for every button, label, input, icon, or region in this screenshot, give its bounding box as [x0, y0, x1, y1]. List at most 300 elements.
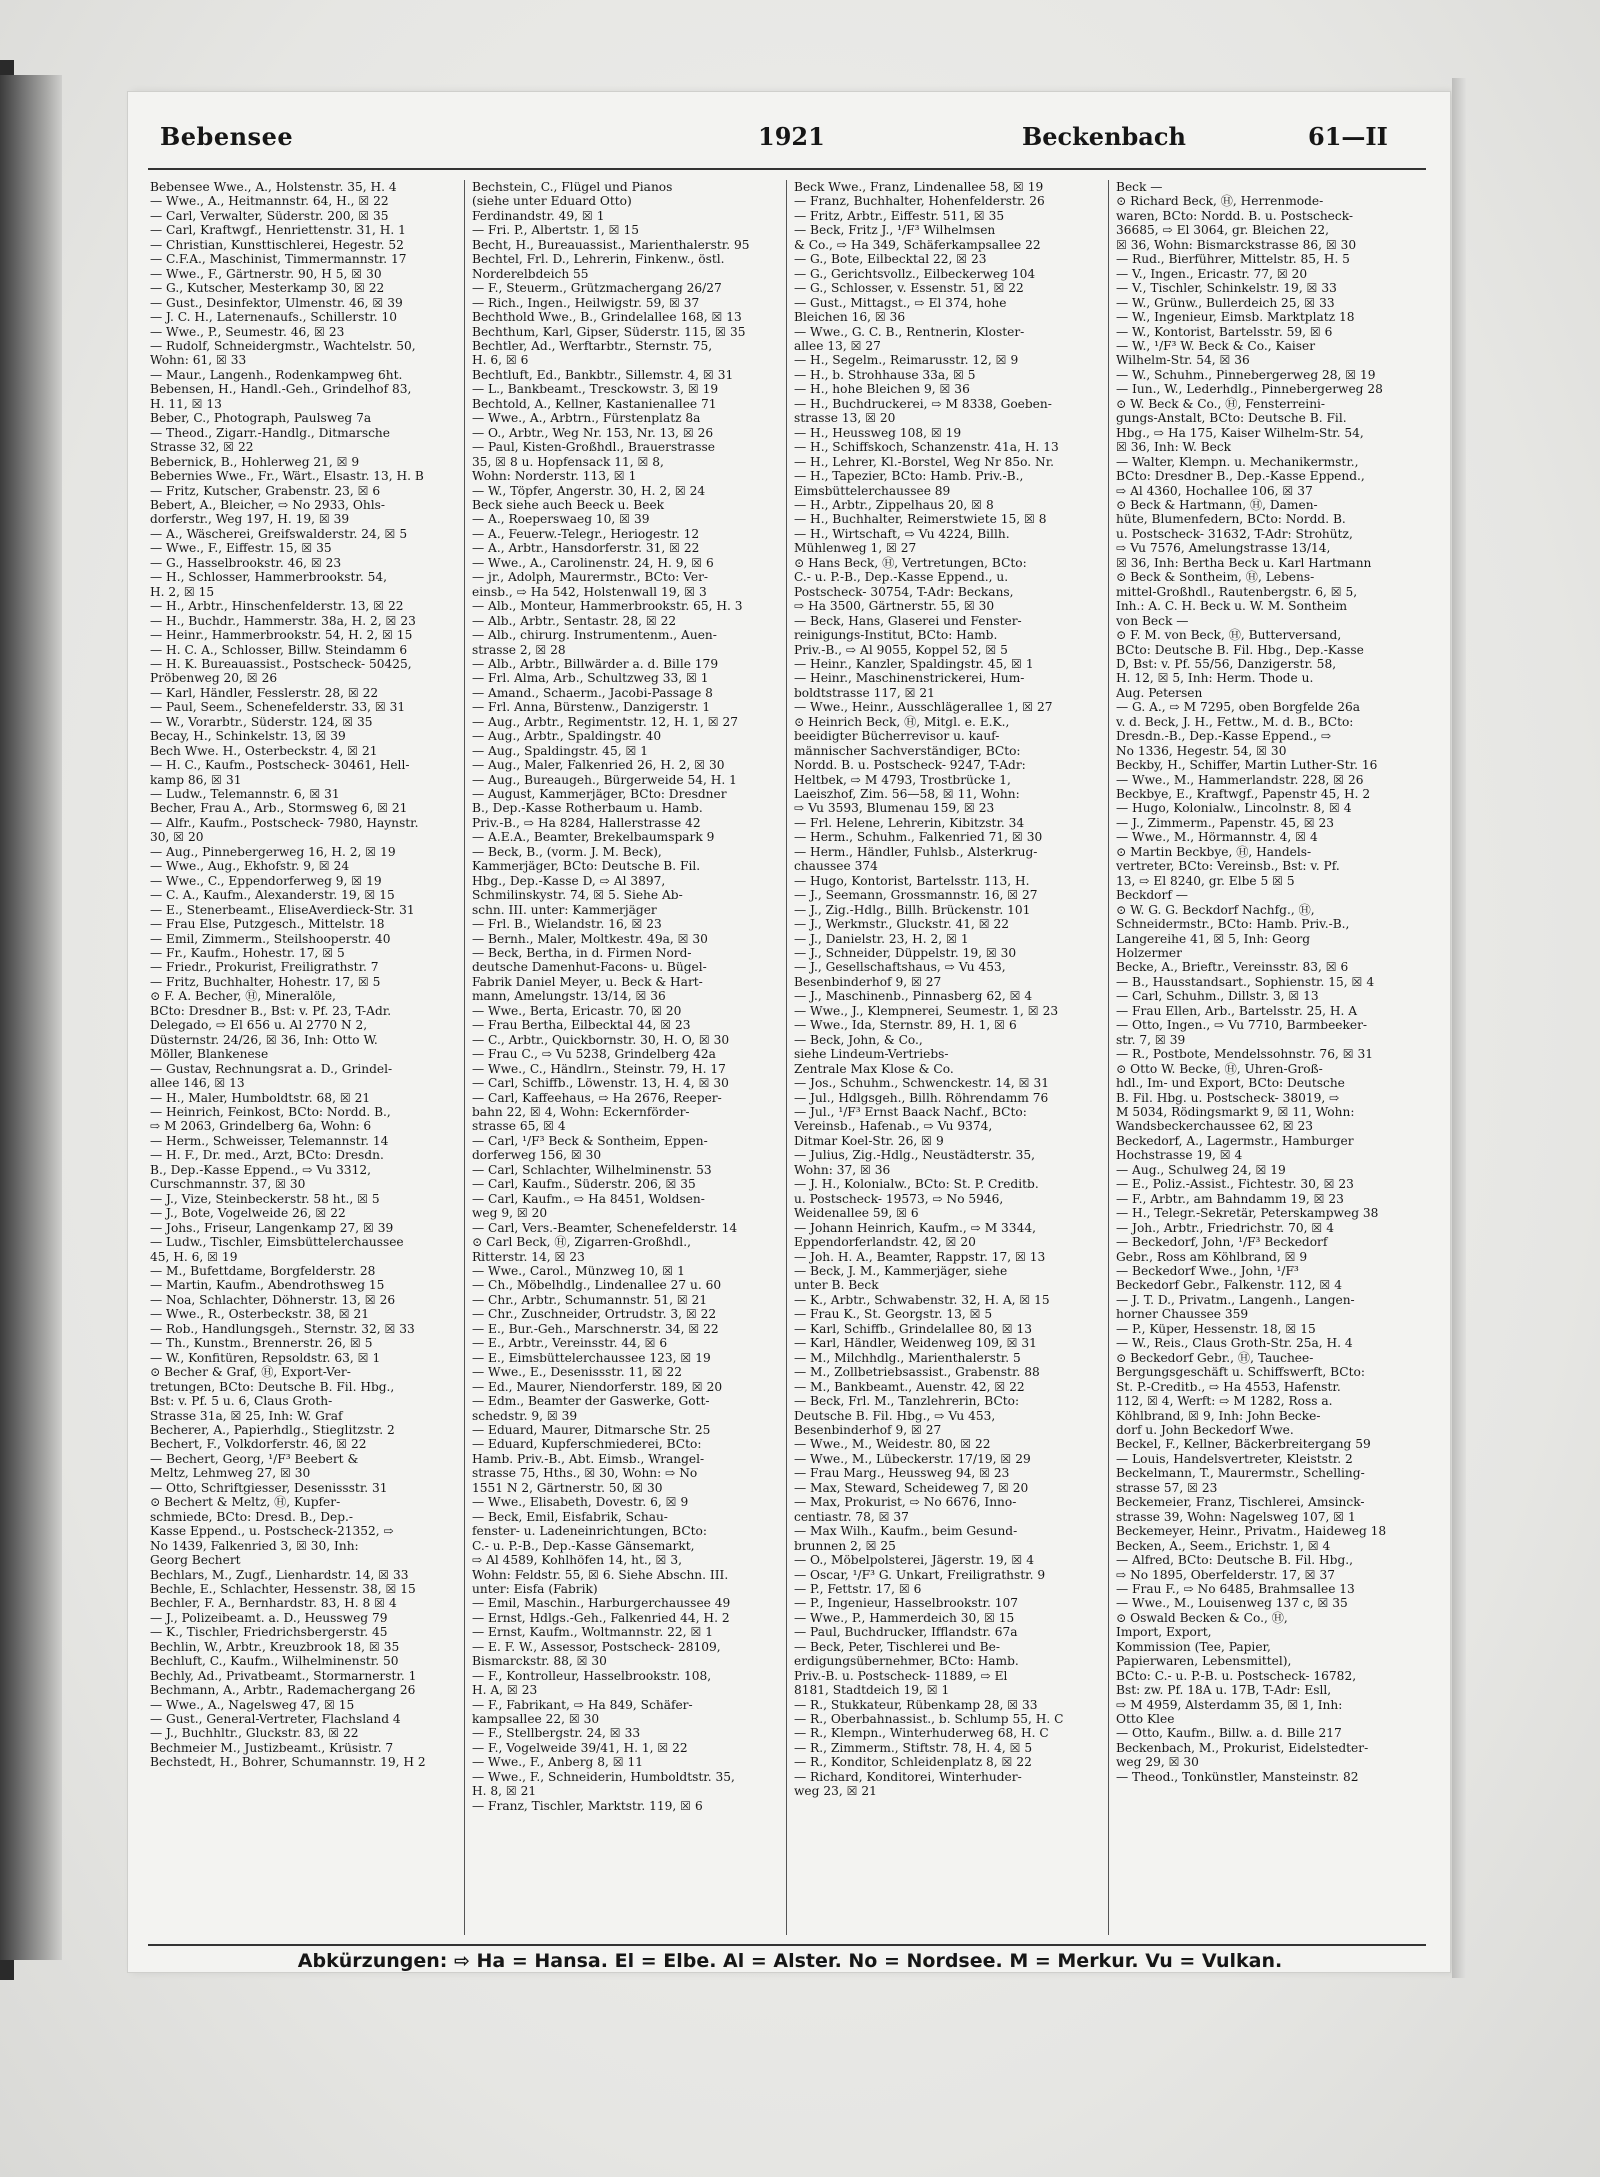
directory-entry: — H., Schiffskoch, Schanzenstr. 41a, H. 13 [794, 440, 1059, 455]
directory-entry: — F., Arbtr., am Bahndamm 19, ☒ 23 [1116, 1191, 1344, 1206]
directory-entry: — W., Schuhm., Pinnebergerweg 28, ☒ 19 [1116, 367, 1376, 382]
directory-entry: — Hugo, Kontorist, Bartelsstr. 113, H. [794, 873, 1030, 888]
directory-entry: — Gust., General-Vertreter, Flachsland 4 [150, 1712, 401, 1727]
directory-entry: — Max, Prokurist, ⇨ No 6676, Inno- [794, 1495, 1017, 1510]
directory-entry: ⊙ Beckedorf Gebr., Ⓗ, Tauchee- [1116, 1350, 1314, 1365]
directory-entry: — Julius, Zig.-Hdlg., Neustädterstr. 35, [794, 1148, 1036, 1163]
directory-entry: — F., Vogelweide 39/41, H. 1, ☒ 22 [472, 1740, 688, 1755]
directory-entry: Besenbinderhof 9, ☒ 27 [794, 974, 942, 989]
directory-entry: Gebr., Ross am Köhlbrand, ☒ 9 [1116, 1249, 1308, 1264]
directory-entry: — C. A., Kaufm., Alexanderstr. 19, ☒ 15 [150, 888, 395, 903]
directory-entry: — H., Heussweg 108, ☒ 19 [794, 425, 962, 440]
directory-entry: Bechthum, Karl, Gipser, Süderstr. 115, ☒ 35 [472, 324, 746, 339]
directory-entry: strasse 65, ☒ 4 [472, 1119, 566, 1134]
directory-entry: Hbg., ⇨ Ha 175, Kaiser Wilhelm-Str. 54, [1116, 425, 1364, 440]
directory-entry: — Herm., Schuhm., Falkenried 71, ☒ 30 [794, 830, 1043, 845]
directory-entry: Köhlbrand, ☒ 9, Inh: John Becke- [1116, 1408, 1321, 1423]
directory-entry: — P., Küper, Hessenstr. 18, ☒ 15 [1116, 1321, 1316, 1336]
directory-entry: — Wwe., Ida, Sternstr. 89, H. 1, ☒ 6 [794, 1018, 1017, 1033]
directory-entry: — J., Seemann, Grossmannstr. 16, ☒ 27 [794, 888, 1038, 903]
directory-entry: — Franz, Tischler, Marktstr. 119, ☒ 6 [472, 1798, 703, 1813]
directory-entry: H. 11, ☒ 13 [150, 396, 222, 411]
directory-entry: — Emil, Zimmerm., Steilshooperstr. 40 [150, 931, 391, 946]
directory-entry: waren, BCto: Nordd. B. u. Postscheck- [1116, 208, 1353, 223]
header-first-name: Bebensee [160, 122, 294, 151]
directory-entry: Meltz, Lehmweg 27, ☒ 30 [150, 1466, 311, 1481]
directory-entry: — Joh. H. A., Beamter, Rappstr. 17, ☒ 13 [794, 1249, 1046, 1264]
directory-entry: Bebensee Wwe., A., Holstenstr. 35, H. 4 [150, 180, 397, 194]
directory-entry: Import, Export, [1116, 1625, 1212, 1640]
directory-entry: — H., Buchhalter, Reimerstwiete 15, ☒ 8 [794, 512, 1047, 527]
directory-entry: — H., b. Strohhause 33a, ☒ 5 [794, 367, 976, 382]
directory-entry: u. Postscheck- 31632, T-Adr: Strohütz, [1116, 526, 1353, 541]
directory-entry: — Carl, Kaffeehaus, ⇨ Ha 2676, Reeper- [472, 1090, 722, 1105]
directory-entry: schn. III. unter: Kammerjäger [472, 902, 657, 917]
directory-entry: — H., Buchdruckerei, ⇨ M 8338, Goeben- [794, 396, 1052, 411]
directory-entry: — W., Grünw., Bullerdeich 25, ☒ 33 [1116, 295, 1335, 310]
directory-entry: — M., Bufettdame, Borgfelderstr. 28 [150, 1263, 376, 1278]
directory-entry: — Alb., Monteur, Hammerbrookstr. 65, H. 3 [472, 599, 743, 614]
directory-entry: — G., Kutscher, Mesterkamp 30, ☒ 22 [150, 281, 385, 296]
directory-entry: — Rud., Bierführer, Mittelstr. 85, H. 5 [1116, 252, 1350, 267]
directory-entry: — Heinr., Maschinenstrickerei, Hum- [794, 671, 1025, 686]
directory-entry: — Rudolf, Schneidergmstr., Wachtelstr. 50, [150, 338, 416, 353]
directory-entry: Kammerjäger, BCto: Deutsche B. Fil. [472, 859, 701, 874]
directory-entry: Otto Klee [1116, 1712, 1175, 1727]
directory-entry: Wilhelm-Str. 54, ☒ 36 [1116, 353, 1250, 368]
directory-entry: — E., Stenerbeamt., EliseAverdieck-Str. 31 [150, 902, 415, 917]
directory-entry: tretungen, BCto: Deutsche B. Fil. Hbg., [150, 1379, 395, 1394]
directory-entry: — H., Arbtr., Zippelhaus 20, ☒ 8 [794, 497, 994, 512]
directory-entry: — Frau K., St. Georgstr. 13, ☒ 5 [794, 1307, 993, 1322]
column-2 [472, 180, 778, 1945]
directory-entry: — Frl. Anna, Bürstenw., Danzigerstr. 1 [472, 700, 711, 715]
directory-entry: — K., Arbtr., Schwabenstr. 32, H. A, ☒ 15 [794, 1292, 1050, 1307]
directory-entry: Bechmeier M., Justizbeamt., Krüsistr. 7 [150, 1740, 394, 1755]
directory-entry: Heltbek, ⇨ M 4793, Trostbrücke 1, [794, 772, 1011, 787]
directory-entry: — Wwe., C., Händlrn., Steinstr. 79, H. 17 [472, 1061, 726, 1076]
directory-entry: kamp 86, ☒ 31 [150, 772, 242, 787]
directory-entry: Bechtold, A., Kellner, Kastanienallee 71 [472, 396, 717, 411]
column-divider [464, 180, 465, 1935]
directory-entry: C.- u. P.-B., Dep.-Kasse Eppend., u. [794, 570, 1009, 585]
directory-entry: 45, H. 6, ☒ 19 [150, 1249, 238, 1264]
directory-entry: 30, ☒ 20 [150, 830, 204, 845]
directory-entry: — Paul, Seem., Schenefelderstr. 33, ☒ 31 [150, 700, 406, 715]
directory-entry: brunnen 2, ☒ 25 [794, 1538, 896, 1553]
directory-entry: Beckenbach, M., Prokurist, Eidelstedter- [1116, 1740, 1369, 1755]
directory-entry: Beckel, F., Kellner, Bäckerbreitergang 59 [1116, 1437, 1371, 1452]
directory-entry: — F., Kontrolleur, Hasselbrookstr. 108, [472, 1668, 712, 1683]
directory-entry: — Karl, Händler, Weidenweg 109, ☒ 31 [794, 1336, 1037, 1351]
directory-entry: 36685, ⇨ El 3064, gr. Bleichen 22, [1116, 223, 1330, 238]
footer-rule [148, 1944, 1426, 1946]
directory-entry: — Carl, Verwalter, Süderstr. 200, ☒ 35 [150, 208, 389, 223]
directory-entry: — Johs., Friseur, Langenkamp 27, ☒ 39 [150, 1220, 394, 1235]
directory-entry: H. 8, ☒ 21 [472, 1784, 537, 1799]
directory-entry: Beckedorf, A., Lagermstr., Hamburger [1116, 1133, 1354, 1148]
directory-entry: — Karl, Händler, Fesslerstr. 28, ☒ 22 [150, 685, 379, 700]
directory-entry: Aug. Petersen [1116, 685, 1203, 700]
directory-entry: Becke, A., Brieftr., Vereinsstr. 83, ☒ 6 [1116, 960, 1349, 975]
directory-entry: von Beck — [1116, 613, 1189, 628]
directory-entry: — Aug., Bureaugeh., Bürgerweide 54, H. 1 [472, 772, 737, 787]
directory-entry: Möller, Blankenese [150, 1047, 269, 1062]
directory-entry: hüte, Blumenfedern, BCto: Nordd. B. [1116, 512, 1346, 527]
directory-entry: — J., Schneider, Düppelstr. 19, ☒ 30 [794, 946, 1017, 961]
directory-entry: — E. F. W., Assessor, Postscheck- 28109, [472, 1639, 721, 1654]
directory-entry: Nordd. B. u. Postscheck- 9247, T-Adr: [794, 758, 1026, 773]
directory-entry: — Th., Kunstm., Brennerstr. 26, ☒ 5 [150, 1336, 373, 1351]
directory-entry: — Otto, Kaufm., Billw. a. d. Bille 217 [1116, 1726, 1342, 1741]
directory-entry: — Alb., Arbtr., Billwärder a. d. Bille 179 [472, 656, 719, 671]
directory-entry: Delegado, ⇨ El 656 u. Al 2770 N 2, [150, 1018, 368, 1033]
directory-entry: Becht, H., Bureauassist., Marienthalerstr. 95 [472, 237, 750, 252]
directory-entry: — Aug., Schulweg 24, ☒ 19 [1116, 1162, 1286, 1177]
directory-entry: Strasse 32, ☒ 22 [150, 440, 254, 455]
directory-entry: — H., Segelm., Reimarusstr. 12, ☒ 9 [794, 353, 1019, 368]
directory-entry: — Frl. Alma, Arb., Schultzweg 33, ☒ 1 [472, 671, 709, 686]
directory-entry: — Joh., Arbtr., Friedrichstr. 70, ☒ 4 [1116, 1220, 1334, 1235]
directory-entry: Zentrale Max Klose & Co. [794, 1061, 954, 1076]
directory-entry: unter: Eisfa (Fabrik) [472, 1581, 598, 1596]
directory-entry: — Wwe., A., Arbtrn., Fürstenplatz 8a [472, 411, 701, 426]
directory-entry: — C.F.A., Maschinist, Timmermannstr. 17 [150, 252, 407, 267]
directory-entry: ⊙ Beck & Hartmann, Ⓗ, Damen- [1116, 497, 1318, 512]
directory-entry: Mühlenweg 1, ☒ 27 [794, 541, 917, 556]
directory-entry: — Frau Marg., Heussweg 94, ☒ 23 [794, 1466, 1010, 1481]
directory-entry: horner Chaussee 359 [1116, 1307, 1249, 1322]
directory-entry: — Wwe., Heinr., Ausschlägerallee 1, ☒ 27 [794, 700, 1053, 715]
directory-entry: — Carl, Schiffb., Löwenstr. 13, H. 4, ☒ 30 [472, 1076, 729, 1091]
directory-entry: — Noa, Schlachter, Döhnerstr. 13, ☒ 26 [150, 1292, 396, 1307]
directory-entry: str. 7, ☒ 39 [1116, 1032, 1186, 1047]
directory-entry: — Bechert, Georg, ¹/F³ Beebert & [150, 1451, 359, 1466]
directory-entry: — W., Ingenieur, Eimsb. Marktplatz 18 [1116, 310, 1355, 325]
directory-entry: — Amand., Schaerm., Jacobi-Passage 8 [472, 685, 713, 700]
directory-entry: Beber, C., Photograph, Paulsweg 7a [150, 411, 372, 426]
directory-entry: — Carl, Kraftwgf., Henriettenstr. 31, H. 1 [150, 223, 406, 238]
directory-entry: Bechthold Wwe., B., Grindelallee 168, ☒ 13 [472, 310, 742, 325]
directory-entry: Hochstrasse 19, ☒ 4 [1116, 1148, 1243, 1163]
directory-entry: — J., Maschinenb., Pinnasberg 62, ☒ 4 [794, 989, 1033, 1004]
directory-entry: reinigungs-Institut, BCto: Hamb. [794, 628, 998, 643]
directory-entry: — A., Arbtr., Hansdorferstr. 31, ☒ 22 [472, 541, 700, 556]
directory-entry: strasse 13, ☒ 20 [794, 411, 896, 426]
directory-entry: Bebernick, B., Hohlerweg 21, ☒ 9 [150, 454, 360, 469]
directory-entry: — V., Tischler, Schinkelstr. 19, ☒ 33 [1116, 281, 1337, 296]
directory-entry: — J., Zig.-Hdlg., Billh. Brückenstr. 101 [794, 902, 1031, 917]
directory-entry: — Herm., Händler, Fuhlsb., Alsterkrug- [794, 844, 1038, 859]
directory-entry: ⊙ Becher & Graf, Ⓗ, Export-Ver- [150, 1365, 351, 1380]
directory-entry: Bech Wwe. H., Osterbeckstr. 4, ☒ 21 [150, 743, 378, 758]
directory-entry: — H., Maler, Humboldtstr. 68, ☒ 21 [150, 1090, 371, 1105]
directory-entry: Bebernies Wwe., Fr., Wärt., Elsastr. 13, H. B [150, 469, 424, 484]
directory-entry: — Wwe., A., Carolinenstr. 24, H. 9, ☒ 6 [472, 555, 714, 570]
directory-entry: — Frau Ellen, Arb., Bartelsstr. 25, H. A [1116, 1003, 1358, 1018]
directory-entry: — Chr., Zuschneider, Ortrudstr. 3, ☒ 22 [472, 1307, 717, 1322]
directory-entry: ⊙ F. A. Becher, Ⓗ, Mineralöle, [150, 989, 336, 1004]
directory-entry: — C., Arbtr., Quickbornstr. 30, H. O, ☒ 30 [472, 1032, 730, 1047]
directory-entry: 35, ☒ 8 u. Hopfensack 11, ☒ 8, [472, 454, 664, 469]
directory-entry: — J., Vize, Steinbeckerstr. 58 ht., ☒ 5 [150, 1191, 380, 1206]
directory-entry: weg 9, ☒ 20 [472, 1206, 548, 1221]
directory-entry: — E., Arbtr., Vereinsstr. 44, ☒ 6 [472, 1336, 668, 1351]
directory-entry: ⊙ Beck & Sontheim, Ⓗ, Lebens- [1116, 570, 1315, 585]
directory-entry: H. 2, ☒ 15 [150, 584, 215, 599]
directory-entry: — G. A., ⇨ M 7295, oben Borgfelde 26a [1116, 700, 1361, 715]
directory-entry: — Bernh., Maler, Moltkestr. 49a, ☒ 30 [472, 931, 708, 946]
column-3 [794, 180, 1100, 1945]
directory-entry: Wohn: Feldstr. 55, ☒ 6. Siehe Abschn. III. [472, 1567, 729, 1582]
directory-entry: weg 29, ☒ 30 [1116, 1755, 1199, 1770]
directory-entry: — Wwe., J., Klempnerei, Seumestr. 1, ☒ 23 [794, 1003, 1059, 1018]
directory-entry: — Frl. B., Wielandstr. 16, ☒ 23 [472, 917, 662, 932]
directory-entry: — J., Buchhltr., Gluckstr. 83, ☒ 22 [150, 1726, 359, 1741]
directory-entry: — E., Eimsbüttelerchaussee 123, ☒ 19 [472, 1350, 711, 1365]
directory-entry: Weidenallee 59, ☒ 6 [794, 1206, 919, 1221]
directory-entry: — Max, Steward, Scheideweg 7, ☒ 20 [794, 1480, 1029, 1495]
directory-entry: — Johann Heinrich, Kaufm., ⇨ M 3344, [794, 1220, 1036, 1235]
directory-entry: Georg Bechert [150, 1553, 241, 1568]
directory-entry: BCto: Deutsche B. Fil. Hbg., Dep.-Kasse [1116, 642, 1364, 657]
directory-entry: — Frau F., ⇨ No 6485, Brahmsallee 13 [1116, 1581, 1355, 1596]
directory-entry: — J., Bote, Vogelweide 26, ☒ 22 [150, 1206, 346, 1221]
directory-entry: Ditmar Koel-Str. 26, ☒ 9 [794, 1133, 944, 1148]
directory-entry: — J., Gesellschaftshaus, ⇨ Vu 453, [794, 960, 1006, 975]
directory-entry: hdl., Im- und Export, BCto: Deutsche [1116, 1076, 1345, 1091]
directory-entry: — J. H., Kolonialw., BCto: St. P. Creditb. [794, 1177, 1039, 1192]
directory-entry: H. A, ☒ 23 [472, 1683, 538, 1698]
directory-entry: — Wwe., G. C. B., Rentnerin, Kloster- [794, 324, 1025, 339]
directory-entry: Bebert, A., Bleicher, ⇨ No 2933, Ohls- [150, 497, 386, 512]
directory-entry: Langereihe 41, ☒ 5, Inh: Georg [1116, 931, 1311, 946]
directory-entry: H. 6, ☒ 6 [472, 353, 529, 368]
column-4 [1116, 180, 1426, 1945]
directory-entry: Beck — [1116, 180, 1163, 194]
directory-columns [150, 180, 1430, 1945]
directory-entry: M 5034, Rödingsmarkt 9, ☒ 11, Wohn: [1116, 1105, 1355, 1119]
directory-entry: — Fritz, Arbtr., Eiffestr. 511, ☒ 35 [794, 208, 1005, 223]
directory-entry: deutsche Damenhut-Facons- u. Bügel- [472, 960, 707, 975]
directory-entry: Beck Wwe., Franz, Lindenallee 58, ☒ 19 [794, 180, 1044, 194]
directory-entry: ⇨ M 4959, Alsterdamm 35, ☒ 1, Inh: [1116, 1697, 1343, 1712]
directory-entry: — Carl, Kaufm., ⇨ Ha 8451, Woldsen- [472, 1191, 705, 1206]
directory-entry: Ferdinandstr. 49, ☒ 1 [472, 208, 605, 223]
directory-entry: Priv.-B. u. Postscheck- 11889, ⇨ El [794, 1668, 1008, 1683]
header-last-name: Beckenbach [1022, 122, 1186, 151]
directory-entry: — J., Zimmerm., Papenstr. 45, ☒ 23 [1116, 815, 1335, 830]
directory-entry: Beckedorf Gebr., Falkenstr. 112, ☒ 4 [1116, 1278, 1342, 1293]
directory-entry: Bechmann, A., Arbtr., Rademachergang 26 [150, 1683, 416, 1698]
directory-entry: — Heinrich, Feinkost, BCto: Nordd. B., [150, 1105, 391, 1119]
directory-entry: — Aug., Arbtr., Spaldingstr. 40 [472, 729, 662, 744]
directory-entry: — H., Schlosser, Hammerbrookstr. 54, [150, 570, 388, 585]
directory-entry: — Jul., ¹/F³ Ernst Baack Nachf., BCto: [794, 1105, 1027, 1119]
directory-entry: — O., Möbelpolsterei, Jägerstr. 19, ☒ 4 [794, 1553, 1034, 1568]
abbreviations-footer: Abkürzungen: ⇨ Ha = Hansa. El = Elbe. Al = Alster. No = Nordsee. M = Merkur. Vu = Vulkan. [297, 1950, 1283, 1972]
directory-entry: Bergungsgeschäft u. Schiffswerft, BCto: [1116, 1365, 1365, 1380]
directory-entry: — Rich., Ingen., Heilwigstr. 59, ☒ 37 [472, 295, 700, 310]
directory-entry: — A., Roeperswaeg 10, ☒ 39 [472, 512, 650, 527]
directory-entry: ⇨ Al 4589, Kohlhöfen 14, ht., ☒ 3, [472, 1553, 682, 1568]
directory-entry: dorferweg 156, ☒ 30 [472, 1148, 602, 1163]
directory-entry: — R., Konditor, Schleidenplatz 8, ☒ 22 [794, 1755, 1032, 1770]
directory-entry: C.- u. P.-B., Dep.-Kasse Gänsemarkt, [472, 1538, 695, 1553]
directory-entry: kampsallee 22, ☒ 30 [472, 1712, 600, 1727]
directory-entry: Holzermer [1116, 946, 1182, 961]
directory-entry: Papierwaren, Lebensmittel), [1116, 1654, 1292, 1669]
directory-entry: — H., hohe Bleichen 9, ☒ 36 [794, 382, 970, 397]
directory-entry: ⇨ Al 4360, Hochallee 106, ☒ 37 [1116, 483, 1313, 498]
directory-entry: — J., Polizeibeamt. a. D., Heussweg 79 [150, 1610, 388, 1625]
directory-entry: — Ch., Möbelhdlg., Lindenallee 27 u. 60 [472, 1278, 722, 1293]
directory-entry: Besenbinderhof 9, ☒ 27 [794, 1422, 942, 1437]
directory-entry: — Alfr., Kaufm., Postscheck- 7980, Haynstr. [150, 815, 419, 830]
directory-entry: Priv.-B., ⇨ Al 9055, Koppel 52, ☒ 5 [794, 642, 1008, 657]
directory-entry: weg 23, ☒ 21 [794, 1784, 877, 1799]
directory-entry: — Wwe., M., Lübeckerstr. 17/19, ☒ 29 [794, 1451, 1031, 1466]
directory-entry: — Beck, Hans, Glaserei und Fenster- [794, 613, 1022, 628]
directory-entry: — J., Danielstr. 23, H. 2, ☒ 1 [794, 931, 969, 946]
directory-entry: H. 12, ☒ 5, Inh: Herm. Thode u. [1116, 671, 1314, 686]
directory-entry: ⊙ W. G. G. Beckdorf Nachfg., Ⓗ, [1116, 902, 1315, 917]
directory-entry: — Ed., Maurer, Niendorferstr. 189, ☒ 20 [472, 1379, 723, 1394]
directory-entry: strasse 75, Hths., ☒ 30, Wohn: ⇨ No [472, 1466, 698, 1481]
directory-entry: — F., Steuerm., Grützmachergang 26/27 [472, 281, 722, 296]
directory-entry: — Carl, ¹/F³ Beck & Sontheim, Eppen- [472, 1133, 708, 1148]
directory-entry: — Theod., Zigarr.-Handlg., Ditmarsche [150, 425, 390, 440]
directory-entry: ⊙ Oswald Becken & Co., Ⓗ, [1116, 1610, 1288, 1625]
directory-entry: — Carl, Schlachter, Wilhelminenstr. 53 [472, 1162, 712, 1177]
directory-entry: — Wwe., F., Eiffestr. 15, ☒ 35 [150, 541, 332, 556]
directory-entry: — G., Gerichtsvollz., Eilbeckerweg 104 [794, 266, 1036, 281]
directory-entry: — Karl, Schiffb., Grindelallee 80, ☒ 13 [794, 1321, 1033, 1336]
directory-entry: einsb., ⇨ Ha 542, Holstenwall 19, ☒ 3 [472, 584, 707, 599]
directory-entry: — H., Wirtschaft, ⇨ Vu 4224, Billh. [794, 526, 1010, 541]
directory-entry: St. P.-Creditb., ⇨ Ha 4553, Hafenstr. [1116, 1379, 1341, 1394]
directory-entry: (siehe unter Eduard Otto) [472, 194, 632, 209]
directory-entry: — E., Poliz.-Assist., Fichtestr. 30, ☒ 23 [1116, 1177, 1354, 1192]
directory-entry: u. Postscheck- 19573, ⇨ No 5946, [794, 1191, 1004, 1206]
directory-entry: — Otto, Schriftgiesser, Desenissstr. 31 [150, 1480, 388, 1495]
directory-entry: — J. C. H., Laternenaufs., Schillerstr. 10 [150, 310, 397, 325]
directory-entry: — Wwe., F., Schneiderin, Humboldtstr. 35, [472, 1769, 735, 1784]
directory-entry: — W., ¹/F³ W. Beck & Co., Kaiser [1116, 338, 1316, 353]
directory-entry: 8181, Stadtdeich 19, ☒ 1 [794, 1683, 950, 1698]
directory-entry: — Wwe., C., Eppendorferweg 9, ☒ 19 [150, 873, 382, 888]
directory-entry: — R., Postbote, Mendelssohnstr. 76, ☒ 31 [1116, 1047, 1374, 1062]
directory-entry: — Carl, Vers.-Beamter, Schenefelderstr. 14 [472, 1220, 738, 1235]
directory-entry: — Fri. P., Albertstr. 1, ☒ 15 [472, 223, 639, 238]
directory-entry: männischer Sachverständiger, BCto: [794, 743, 1021, 758]
directory-entry: Ritterstr. 14, ☒ 23 [472, 1249, 585, 1264]
directory-entry: — J., Werkmstr., Gluckstr. 41, ☒ 22 [794, 917, 1010, 932]
directory-entry: — Jul., Hdlgsgeh., Billh. Röhrendamm 76 [794, 1090, 1049, 1105]
directory-entry: — L., Bankbeamt., Tresckowstr. 3, ☒ 19 [472, 382, 719, 397]
directory-entry: — M., Zollbetriebsassist., Grabenstr. 88 [794, 1365, 1040, 1380]
directory-entry: Eimsbüttelerchaussee 89 [794, 483, 951, 498]
directory-entry: — Wwe., M., Hörmannstr. 4, ☒ 4 [1116, 830, 1318, 845]
directory-entry: — W., Töpfer, Angerstr. 30, H. 2, ☒ 24 [472, 483, 706, 498]
directory-entry: — R., Stukkateur, Rübenkamp 28, ☒ 33 [794, 1697, 1038, 1712]
directory-entry: — Theod., Tonkünstler, Mansteinstr. 82 [1116, 1769, 1359, 1784]
directory-entry: ⊙ Richard Beck, Ⓗ, Herrenmode- [1116, 194, 1324, 209]
directory-entry: — V., Ingen., Ericastr. 77, ☒ 20 [1116, 266, 1308, 281]
directory-entry: — A., Wäscherei, Greifswalderstr. 24, ☒ 5 [150, 526, 408, 541]
page-number: 61—II [1308, 122, 1388, 151]
directory-entry: vertreter, BCto: Vereinsb., Bst: v. Pf. [1116, 859, 1340, 874]
directory-entry: dorferstr., Weg 197, H. 19, ☒ 39 [150, 512, 350, 527]
directory-entry: — Fritz, Kutscher, Grabenstr. 23, ☒ 6 [150, 483, 381, 498]
directory-entry: — B., Hausstandsart., Sophienstr. 15, ☒ 4 [1116, 974, 1375, 989]
column-1 [150, 180, 456, 1945]
directory-entry: — H. C. A., Schlosser, Billw. Steindamm 6 [150, 642, 408, 657]
directory-entry: — Wwe., Aug., Ekhofstr. 9, ☒ 24 [150, 859, 350, 874]
directory-entry: — R., Zimmerm., Stiftstr. 78, H. 4, ☒ 5 [794, 1740, 1033, 1755]
directory-entry: Pröbenweg 20, ☒ 26 [150, 671, 278, 686]
directory-entry: allee 13, ☒ 27 [794, 338, 881, 353]
directory-entry: — Wwe., E., Desenissstr. 11, ☒ 22 [472, 1365, 683, 1380]
directory-entry: ☒ 36, Wohn: Bismarckstrasse 86, ☒ 30 [1116, 237, 1357, 252]
directory-entry: — H., Arbtr., Hinschenfelderstr. 13, ☒ 22 [150, 599, 404, 614]
directory-entry: — Beck, John, & Co., [794, 1032, 923, 1047]
directory-entry: Deutsche B. Fil. Hbg., ⇨ Vu 453, [794, 1408, 996, 1423]
directory-entry: — Paul, Buchdrucker, Ifflandstr. 67a [794, 1625, 1018, 1640]
directory-entry: dorf u. John Beckedorf Wwe. [1116, 1422, 1294, 1437]
directory-entry: — Beck, Emil, Eisfabrik, Schau- [472, 1509, 668, 1524]
directory-entry: fenster- u. Ladeneinrichtungen, BCto: [472, 1524, 707, 1539]
directory-entry: — M., Milchhdlg., Marienthalerstr. 5 [794, 1350, 1021, 1365]
directory-entry: — Alb., Arbtr., Sentastr. 28, ☒ 22 [472, 613, 677, 628]
directory-entry: Düsternstr. 24/26, ☒ 36, Inh: Otto W. [150, 1032, 378, 1047]
directory-entry: Wohn: 61, ☒ 33 [150, 353, 247, 368]
directory-entry: D, Bst: v. Pf. 55/56, Danzigerstr. 58, [1116, 656, 1337, 671]
directory-entry: — F., Fabrikant, ⇨ Ha 849, Schäfer- [472, 1697, 693, 1712]
directory-entry: ⇨ M 2063, Grindelberg 6a, Wohn: 6 [150, 1119, 372, 1134]
directory-entry: — W., Kontorist, Bartelsstr. 59, ☒ 6 [1116, 324, 1333, 339]
directory-entry: No 1336, Hegestr. 54, ☒ 30 [1116, 743, 1287, 758]
directory-entry: Wohn: Norderstr. 113, ☒ 1 [472, 469, 637, 484]
directory-entry: — Wwe., Elisabeth, Dovestr. 6, ☒ 9 [472, 1495, 689, 1510]
directory-entry: Schneidermstr., BCto: Hamb. Priv.-B., [1116, 917, 1350, 932]
directory-entry: — Aug., Arbtr., Regimentstr. 12, H. 1, ☒ 27 [472, 714, 739, 729]
directory-entry: BCto: Dresdner B., Bst: v. Pf. 23, T-Adr. [150, 1003, 392, 1018]
directory-entry: — Jos., Schuhm., Schwenckestr. 14, ☒ 31 [794, 1076, 1049, 1091]
directory-entry: Priv.-B., ⇨ Ha 8284, Hallerstrasse 42 [472, 815, 701, 830]
directory-entry: Postscheck- 30754, T-Adr: Beckans, [794, 584, 1014, 599]
directory-entry: — Walter, Klempn. u. Mechanikermstr., [1116, 454, 1359, 469]
directory-entry: — Frau C., ⇨ Vu 5238, Grindelberg 42a [472, 1047, 716, 1062]
directory-entry: ⊙ Carl Beck, Ⓗ, Zigarren-Großhdl., [472, 1235, 691, 1250]
directory-entry: — Louis, Handelsvertreter, Kleiststr. 2 [1116, 1451, 1353, 1466]
directory-entry: Becken, A., Seem., Erichstr. 1, ☒ 4 [1116, 1538, 1331, 1553]
directory-entry: Curschmannstr. 37, ☒ 30 [150, 1177, 306, 1192]
directory-entry: — Wwe., R., Osterbeckstr. 38, ☒ 21 [150, 1307, 370, 1322]
directory-entry: — Ludw., Telemannstr. 6, ☒ 31 [150, 787, 340, 802]
directory-entry: ⊙ Bechert & Meltz, Ⓗ, Kupfer- [150, 1495, 341, 1510]
directory-entry: centiastr. 78, ☒ 37 [794, 1509, 909, 1524]
directory-entry: ☒ 36, Inh: W. Beck [1116, 440, 1232, 455]
directory-entry: v. d. Beck, J. H., Fettw., M. d. B., BCto: [1116, 714, 1354, 729]
directory-entry: 1551 N 2, Gärtnerstr. 50, ☒ 30 [472, 1480, 663, 1495]
directory-entry: gungs-Anstalt, BCto: Deutsche B. Fil. [1116, 411, 1347, 426]
directory-entry: Norderelbdeich 55 [472, 266, 589, 281]
directory-entry: beeidigter Bücherrevisor u. kauf- [794, 729, 1000, 744]
directory-entry: Bechle, E., Schlachter, Hessenstr. 38, ☒ 15 [150, 1581, 416, 1596]
directory-entry: — P., Ingenieur, Hasselbrookstr. 107 [794, 1596, 1018, 1611]
directory-entry: — Gust., Mittagst., ⇨ El 374, hohe [794, 295, 1007, 310]
